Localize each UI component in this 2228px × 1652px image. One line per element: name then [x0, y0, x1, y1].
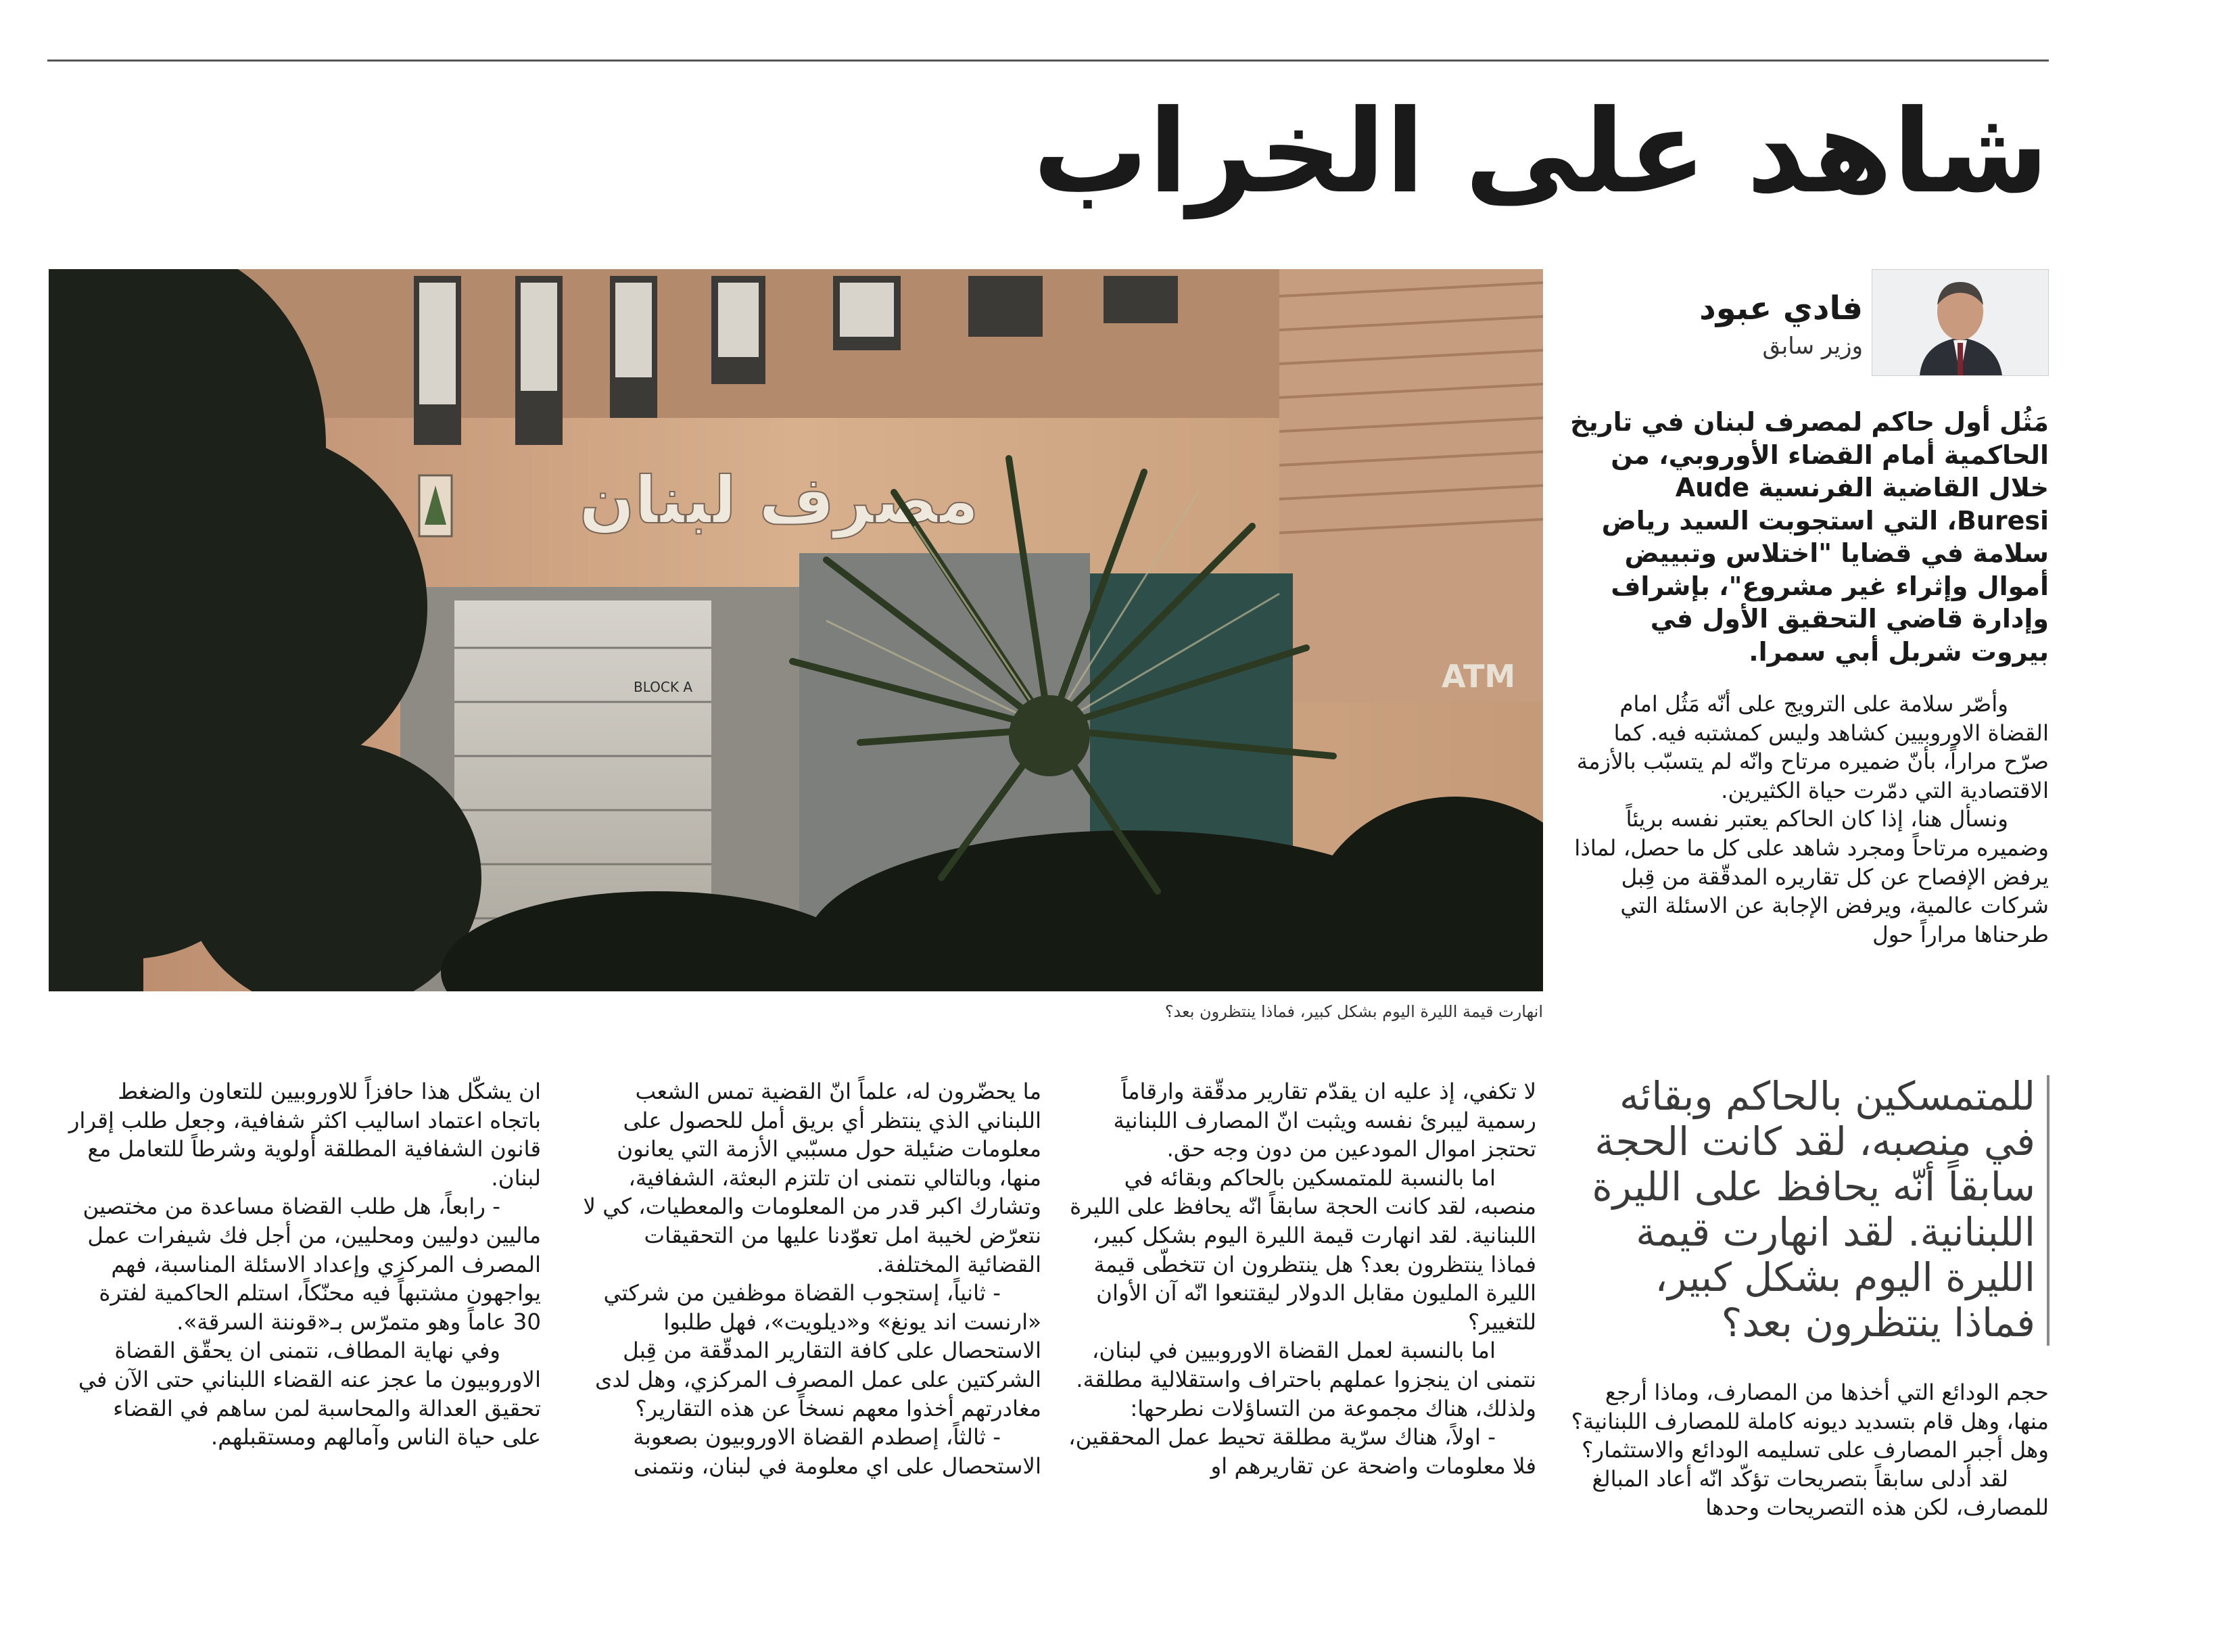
headline: شاهد على الخراب [1033, 85, 2049, 219]
column-2 [568, 1077, 1041, 1480]
author-name: فادي عبود [1699, 289, 1863, 327]
author-role: وزير سابق [1762, 333, 1863, 360]
atm-label: ATM [1442, 658, 1516, 694]
column-1 [68, 1077, 541, 1452]
paragraph: حجم الودائع التي أخذها من المصارف، وماذا أرجع منها، وهل قام بتسديد ديونه كاملة للمصارف اللبنانية؟ وهل أجبر المصارف على تسليمه الودائع والاستثمار؟ [1571, 1379, 2049, 1463]
paragraph: - ثالثاً، إصطدم القضاة الاوروبيون بصعوبة الاستحصال على اي معلومة في لبنان، ونتمنى [633, 1424, 1041, 1479]
lead-paragraph: مَثُل أول حاكم لمصرف لبنان في تاريخ الحاكمية أمام القضاء الأوروبي، من خلال القاضية الفرنسية Aude Buresi، التي استجوبت السيد رياض سلامة في قضايا "اختلاس وتبييض أموال وإثراء غير مشروع"، بإشراف وإدارة قاضي التحقيق الأول في بيروت شربل أبي سمرا. [1570, 407, 2049, 667]
article-photo [49, 269, 1543, 991]
column-right-bottom [1567, 1378, 2049, 1522]
paragraph: اما بالنسبة للمتمسكين بالحاكم وبقائه في منصبه، لقد كانت الحجة سابقاً انّه يحافظ على الليرة اللبنانية. لقد انهارت قيمة الليرة اليوم بشكل كبير، فماذا ينتظرون بعد؟ هل ينتظرون ان تتخطّى قيمة الليرة المليون مقابل الدولار ليقتنعوا انّه آن الأوان للتغيير؟ [1070, 1164, 1536, 1335]
paragraph: اما بالنسبة لعمل القضاة الاوروبيين في لبنان، نتمنى ان ينجزوا عملهم باحتراف واستقلالية مطلقة. ولذلك، هناك مجموعة من التساؤلات نطرحها: [1076, 1338, 1536, 1421]
pullquote-bar [2047, 1075, 2049, 1346]
top-rule [47, 60, 2049, 62]
paragraph: - رابعاً، هل طلب القضاة مساعدة من مختصين ماليين دوليين ومحليين، من أجل فك شيفرات عمل المصرف المركزي وإعداد الاسئلة المناسبة، فهم يواجهون مشتبهاً فيه محنّكاً، استلم الحاكمية لفترة 30 عاماً وهو متمرّس بـ«قوننة السرقة». [82, 1194, 541, 1335]
paragraph: لا تكفي، إذ عليه ان يقدّم تقارير مدقّقة وارقاماً رسمية ليبرئ نفسه ويثبت انّ المصارف اللبنانية تحتجز اموال المودعين من دون وجه حق. [1113, 1079, 1536, 1162]
paragraph: وفي نهاية المطاف، نتمنى ان يحقّق القضاة الاوروبيون ما عجز عنه القضاء اللبناني حتى الآن في تحقيق العدالة والمحاسبة لمن ساهم في القضاء على حياة الناس وآمالهم ومستقبلهم. [78, 1338, 541, 1450]
bank-sign: مصرف لبنان [579, 463, 979, 538]
paragraph: ونسأل هنا، إذا كان الحاكم يعتبر نفسه بريئاً وضميره مرتاحاً ومجرد شاهد على كل ما حصل، لماذا يرفض الإفصاح عن كل تقاريره المدقّقة من قِبل شركات عالمية، ويرفض الإجابة عن الاسئلة التي طرحناها مراراً حول [1574, 806, 2049, 947]
photo-caption: انهارت قيمة الليرة اليوم بشكل كبير، فماذا ينتظرون بعد؟ [1164, 1002, 1543, 1021]
paragraph: - اولاً، هناك سرّية مطلقة تحيط عمل المحققين، فلا معلومات واضحة عن تقاريرهم او [1068, 1424, 1536, 1479]
paragraph: ما يحضّرون له، علماً انّ القضية تمس الشعب اللبناني الذي ينتظر أي بريق أمل للحصول على معلومات ضئيلة حول مسبّبي الأزمة التي يعانون منها، وبالتالي نتمنى ان تلتزم البعثة، الشفافية، وتشارك اكبر قدر من المعلومات والمعطيات، كي لا نتعرّض لخيبة امل تعوّدنا عليها من التحقيقات القضائية المختلفة. [583, 1079, 1041, 1277]
column-3 [1055, 1077, 1536, 1480]
paragraph: ان يشكّل هذا حافزاً للاوروبيين للتعاون والضغط باتجاه اعتماد اساليب اكثر شفافية، وجعل طلب إقرار قانون الشفافية المطلقة أولوية وشرطاً للتعامل مع لبنان. [68, 1079, 541, 1191]
paragraph: - ثانياً، إستجوب القضاة موظفين من شركتي «ارنست اند يونغ» و«ديلويت»، فهل طلبوا الاستحصال على كافة التقارير المدقّقة من قِبل الشركتين على عمل المصرف المركزي، وهل لدى مغادرتهم أخذوا معهم نسخاً عن هذه التقارير؟ [594, 1280, 1041, 1421]
paragraph: وأصّر سلامة على الترويج على أنّه مَثُل امام القضاة الاوروبيين كشاهد وليس كمشتبه فيه. كما صرّح مراراً، بأنّ ضميره مرتاح وانّه لم يتسبّب بالأزمة الاقتصادية التي دمّرت حياة الكثيرين. [1576, 691, 2049, 803]
author-avatar [1872, 269, 2049, 376]
block-label: BLOCK A [634, 679, 693, 695]
paragraph: لقد أدلى سابقاً بتصريحات تؤكّد انّه أعاد المبالغ للمصارف، لكن هذه التصريحات وحدها [1592, 1465, 2049, 1521]
column-right-top [1567, 690, 2049, 949]
pullquote: للمتمسكين بالحاكم وبقائه في منصبه، لقد كانت الحجة سابقاً أنّه يحافظ على الليرة اللبنانية. لقد انهارت قيمة الليرة اليوم بشكل كبير، فماذا ينتظرون بعد؟ [1592, 1073, 2035, 1346]
